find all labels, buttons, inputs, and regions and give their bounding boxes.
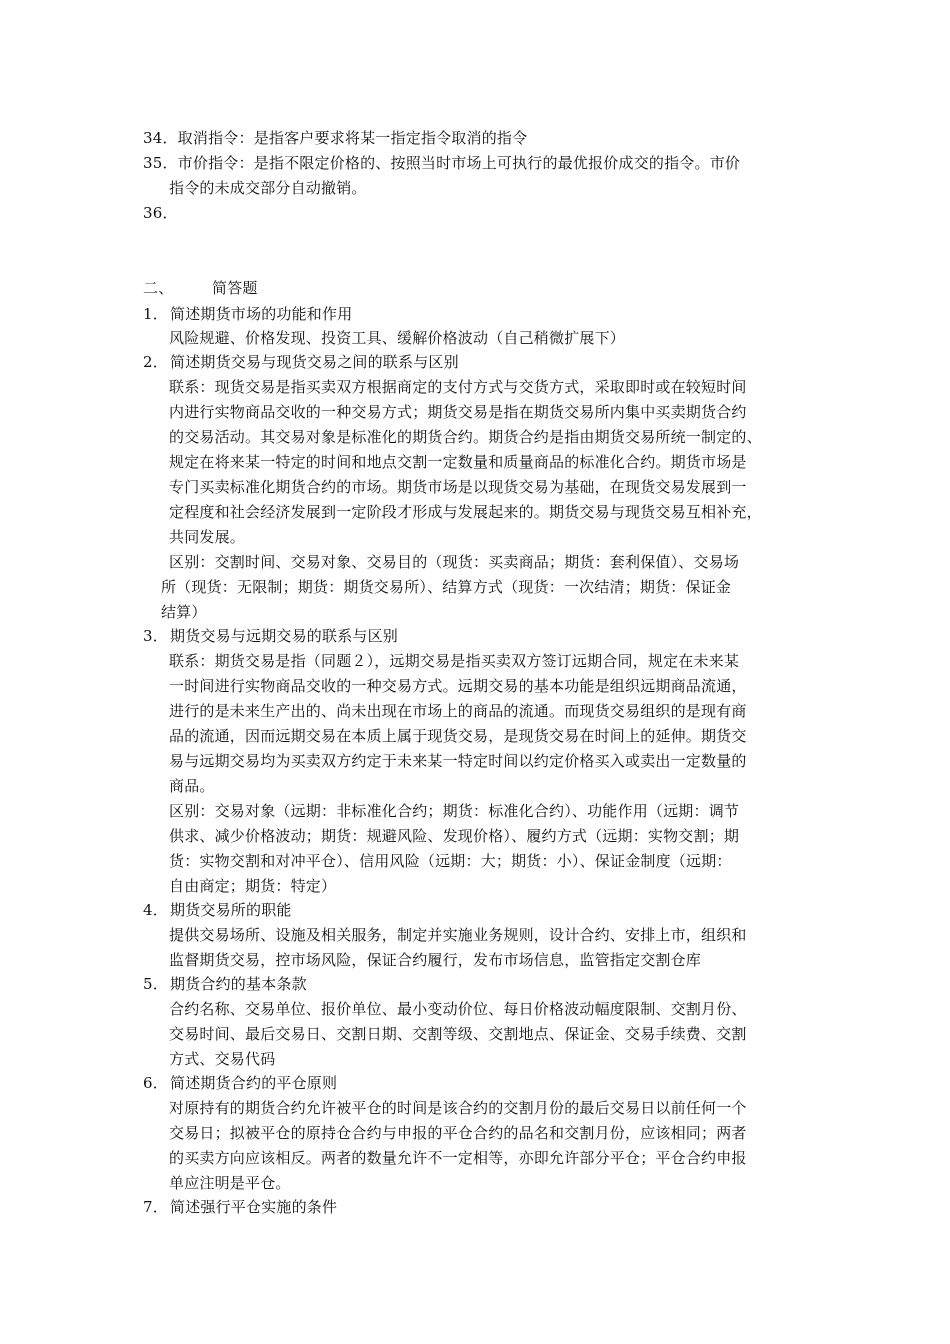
question-6-answer-line: 对原持有的期货合约允许被平仓的时间是该合约的交割月份的最后交易日以前任何一个 <box>169 1099 747 1117</box>
question-3-difference-line: 区别：交易对象（远期：非标准化合约；期货：标准化合约）、功能作用（远期：调节 <box>169 802 740 820</box>
question-2-difference-line: 区别：交割时间、交易对象、交易目的（现货：买卖商品；期货：套利保值）、交易场 <box>169 553 740 571</box>
definition-35-line-1: 35．市价指令：是指不限定价格的、按照当时市场上可执行的最优报价成交的指令。市价 <box>143 154 741 172</box>
question-1-title: 简述期货市场的功能和作用 <box>170 305 353 323</box>
question-3-contact-line: 一时间进行实物商品交收的一种交易方式。远期交易的基本功能是组织远期商品流通， <box>169 677 747 695</box>
question-2-contact-line: 规定在将来某一特定的时间和地点交割一定数量和质量商品的标准化合约。期货市场是 <box>169 453 747 471</box>
question-3-contact-line: 联系：期货交易是指（同题２），远期交易是指买卖双方签订远期合同，规定在未来某 <box>169 652 740 670</box>
question-2-contact-line: 共同发展。 <box>169 528 246 546</box>
question-2-difference-line: 所（现货：无限制；期货：期货交易所）、结算方式（现货：一次结清；期货：保证金 <box>161 578 732 596</box>
question-2-number: 2． <box>143 353 168 371</box>
question-3-contact-line: 进行的是未来生产出的、尚未出现在市场上的商品的流通。而现货交易组织的是现有商 <box>169 702 747 720</box>
question-3-difference-line: 货：实物交割和对冲平仓）、信用风险（远期：大；期货：小）、保证金制度（远期： <box>169 852 732 870</box>
question-6-answer-line: 交易日；拟被平仓的原持仓合约与申报的平仓合约的品名和交割月份，应该相同；两者 <box>169 1124 747 1142</box>
definition-36: 36． <box>143 204 178 222</box>
question-3-number: 3． <box>143 627 168 645</box>
question-2-contact-line: 的交易活动。其交易对象是标准化的期货合约。期货合约是指由期货交易所统一制定的、 <box>169 428 762 446</box>
question-6-title: 简述期货合约的平仓原则 <box>170 1074 338 1092</box>
question-2-contact-line: 定程度和社会经济发展到一定阶段才形成与发展起来的。期货交易与现货交易互相补充， <box>169 503 762 521</box>
question-5-number: 5． <box>143 975 168 993</box>
question-2-title: 简述期货交易与现货交易之间的联系与区别 <box>170 353 459 371</box>
question-4-title: 期货交易所的职能 <box>170 901 292 919</box>
section-title: 简答题 <box>212 279 258 297</box>
question-5-title: 期货合约的基本条款 <box>170 975 307 993</box>
question-4-answer-line: 监督期货交易，控市场风险，保证合约履行，发布市场信息，监管指定交割仓库 <box>169 951 702 969</box>
question-6-answer-line: 的买卖方向应该相反。两者的数量允许不一定相等，亦即允许部分平仓；平仓合约申报 <box>169 1149 747 1167</box>
definition-35-line-2: 指令的未成交部分自动撤销。 <box>169 179 367 197</box>
section-number: 二、 <box>143 279 174 297</box>
question-3-difference-line: 供求、减少价格波动；期货：规避风险、发现价格）、履约方式（远期：实物交割；期 <box>169 827 740 845</box>
question-5-answer-line: 合约名称、交易单位、报价单位、最小变动价位、每日价格波动幅度限制、交割月份、 <box>169 1000 747 1018</box>
question-3-contact-line: 品的流通，因而远期交易在本质上属于现货交易，是现货交易在时间上的延伸。期货交 <box>169 727 747 745</box>
question-2-contact-line: 联系：现货交易是指买卖双方根据商定的支付方式与交货方式，采取即时或在较短时间 <box>169 378 747 396</box>
definition-34: 34．取消指令：是指客户要求将某一指定指令取消的指令 <box>143 129 528 147</box>
question-1-answer-line: 风险规避、价格发现、投资工具、缓解价格波动（自己稍微扩展下） <box>169 329 626 347</box>
question-6-number: 6． <box>143 1074 168 1092</box>
question-7-number: 7． <box>143 1198 168 1216</box>
question-4-answer-line: 提供交易场所、设施及相关服务，制定并实施业务规则，设计合约、安排上市，组织和 <box>169 926 747 944</box>
question-7-title: 简述强行平仓实施的条件 <box>170 1198 338 1216</box>
question-2-contact-line: 内进行实物商品交收的一种交易方式；期货交易是指在期货交易所内集中买卖期货合约 <box>169 403 747 421</box>
question-3-title: 期货交易与远期交易的联系与区别 <box>170 627 399 645</box>
question-3-contact-line: 易与远期交易均为买卖双方约定于未来某一特定时间以约定价格买入或卖出一定数量的 <box>169 752 747 770</box>
question-6-answer-line: 单应注明是平仓。 <box>169 1174 291 1192</box>
question-3-difference-line: 自由商定；期货：特定） <box>169 877 337 895</box>
question-4-number: 4． <box>143 901 168 919</box>
question-2-difference-line: 结算） <box>161 603 207 621</box>
question-3-contact-line: 商品。 <box>169 777 215 795</box>
question-1-number: 1． <box>143 305 168 323</box>
question-5-answer-line: 方式、交易代码 <box>169 1050 276 1068</box>
question-5-answer-line: 交易时间、最后交易日、交割日期、交割等级、交割地点、保证金、交易手续费、交割 <box>169 1025 747 1043</box>
question-2-contact-line: 专门买卖标准化期货合约的市场。期货市场是以现货交易为基础，在现货交易发展到一 <box>169 478 747 496</box>
